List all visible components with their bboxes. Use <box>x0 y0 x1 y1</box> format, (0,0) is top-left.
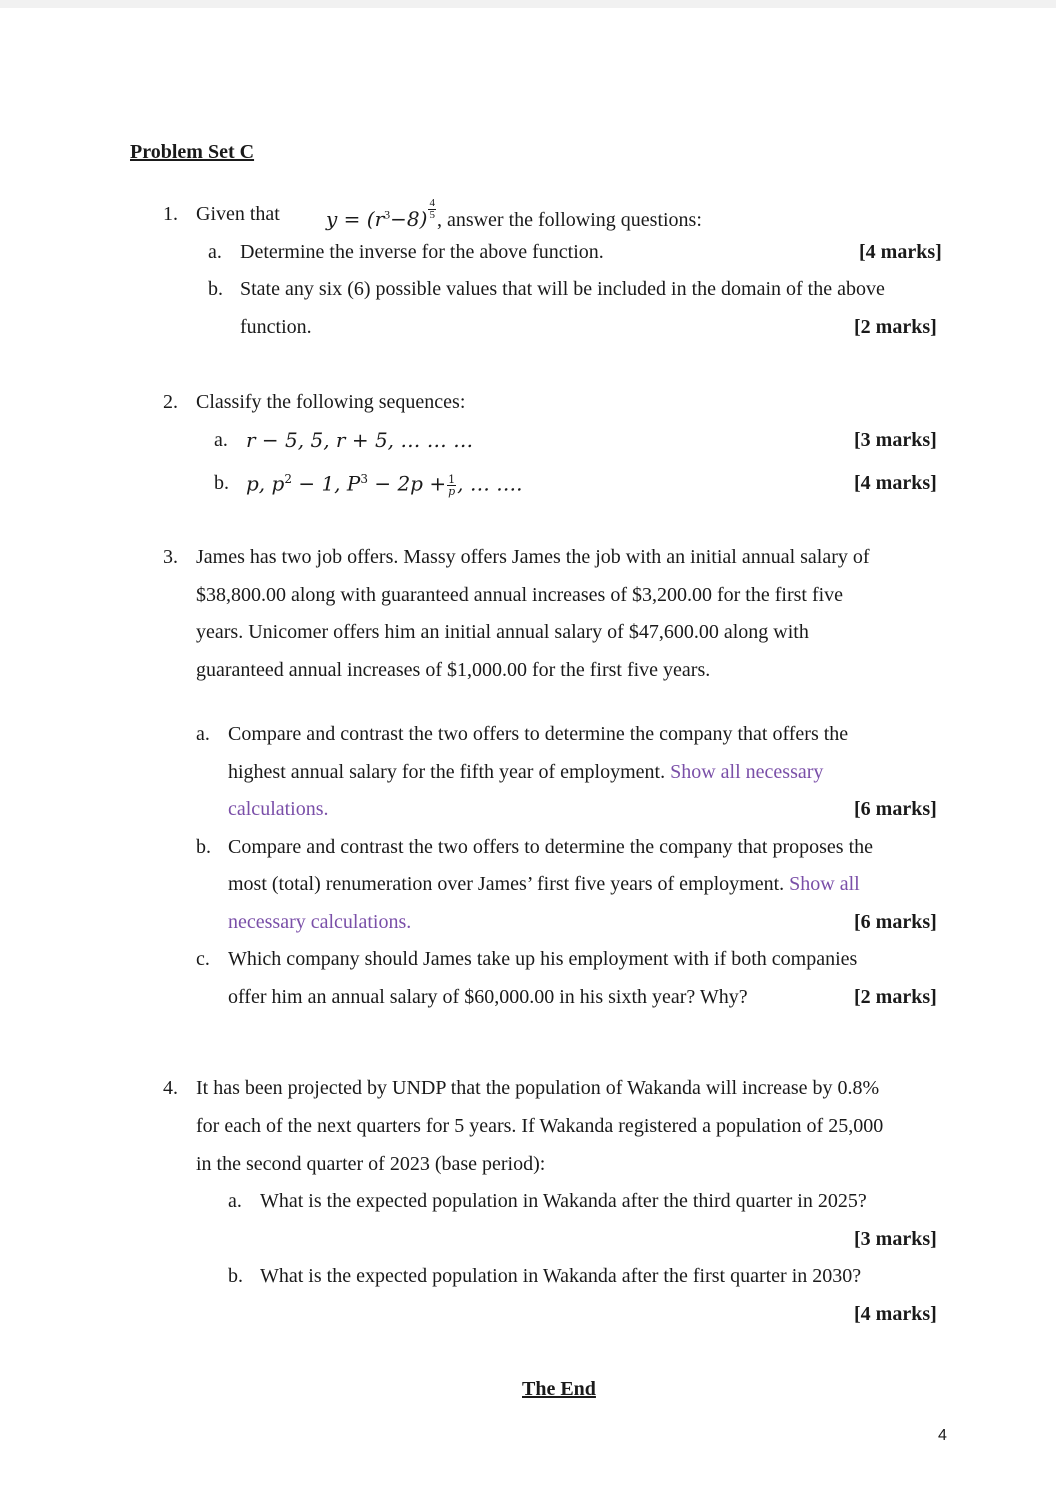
q3-line-1: James has two job offers. Massy offers James the job with an initial annual salary of <box>196 546 870 568</box>
q3a-show-calc-link: Show all necessary <box>670 761 824 783</box>
q2b-seq-part1: p, p <box>246 471 285 496</box>
q3c-line2: offer him an annual salary of $60,000.00 in his sixth year? Why? <box>228 986 748 1008</box>
q3b-line1: Compare and contrast the two offers to determine the company that proposes the <box>228 836 873 858</box>
q1b-text-line2: function. <box>240 316 312 338</box>
q3-line-2: $38,800.00 along with guaranteed annual increases of $3,200.00 for the first five <box>196 584 844 606</box>
q2b-label: b. <box>214 472 229 494</box>
q4-line-3: in the second quarter of 2023 (base period): <box>196 1153 546 1175</box>
q4-line-1: It has been projected by UNDP that the population of Wakanda will increase by 0.8% <box>196 1077 880 1099</box>
q2b-frac-den: p <box>448 484 456 498</box>
q1-tail: , answer the following questions: <box>436 209 702 231</box>
page-number: 4 <box>938 1427 947 1444</box>
q3a-line2 <box>228 760 823 784</box>
page-title: Problem Set C <box>130 141 255 163</box>
q2b-frac-num: 1 <box>448 472 456 486</box>
q3-line-4: guaranteed annual increases of $1,000.00 for the first five years. <box>196 659 711 681</box>
q1-formula-prefix: y = (r <box>326 207 385 231</box>
q1b-label: b. <box>208 278 223 300</box>
q2b-seq-part4: , … …. <box>457 471 523 496</box>
q3b-line2 <box>228 872 860 896</box>
q3c-line1: Which company should James take up his employment with if both companies <box>228 948 858 970</box>
q1-formula-mid: −8) <box>390 207 428 231</box>
q3-line-3: years. Unicomer offers him an initial annual salary of $47,600.00 along with <box>196 621 809 643</box>
q1-frac-den: 5 <box>429 209 435 221</box>
q4a-marks: [3 marks] <box>854 1228 937 1250</box>
q2a-label: a. <box>214 429 228 451</box>
q1b-marks: [2 marks] <box>854 316 937 338</box>
q3c-marks: [2 marks] <box>854 986 937 1008</box>
q2b-marks: [4 marks] <box>854 472 937 494</box>
q1a-marks: [4 marks] <box>859 241 942 263</box>
top-border <box>0 0 1056 8</box>
q3a-marks: [6 marks] <box>854 798 937 820</box>
q4a-text: What is the expected population in Wakanda after the third quarter in 2025? <box>260 1190 867 1212</box>
q2-lead: Classify the following sequences: <box>196 391 466 413</box>
q1-lead: Given that <box>196 203 280 225</box>
q2a-sequence: r − 5, 5, r + 5, … … … <box>246 428 474 452</box>
q3c-label: c. <box>196 948 210 970</box>
q2b-seq-part3: − 2p + <box>367 471 447 496</box>
q3-number: 3. <box>163 546 178 568</box>
q4-line-2: for each of the next quarters for 5 years. If Wakanda registered a population of 25,000 <box>196 1115 884 1137</box>
q2-number: 2. <box>163 391 178 413</box>
q2b-exp2: 2 <box>284 472 292 486</box>
q1-formula-fraction <box>428 198 436 221</box>
q1a-text: Determine the inverse for the above function. <box>240 241 604 263</box>
q3a-calc-link: calculations. <box>228 798 329 820</box>
q4a-label: a. <box>228 1190 242 1212</box>
q3a-line2-text: highest annual salary for the fifth year of employment. <box>228 761 666 783</box>
q3b-label: b. <box>196 836 211 858</box>
q3b-show-all-link: Show all <box>789 873 860 895</box>
q3a-line1: Compare and contrast the two offers to determine the company that offers the <box>228 723 849 745</box>
q2a-marks: [3 marks] <box>854 429 937 451</box>
q1a-label: a. <box>208 241 222 263</box>
q2b-sequence <box>246 467 523 497</box>
q1-number: 1. <box>163 203 178 225</box>
q3b-marks: [6 marks] <box>854 911 937 933</box>
q4b-text: What is the expected population in Wakanda after the first quarter in 2030? <box>260 1265 862 1287</box>
q1-formula-exp: 3 <box>384 207 391 222</box>
q3b-line2-text: most (total) renumeration over James’ first five years of employment. <box>228 873 785 895</box>
q1-formula <box>326 198 702 232</box>
q2b-exp3: 3 <box>360 472 368 486</box>
q4b-label: b. <box>228 1265 243 1287</box>
q2b-seq-part2: − 1, P <box>291 471 361 496</box>
q4-number: 4. <box>163 1077 178 1099</box>
the-end-label: The End <box>522 1378 596 1400</box>
q4b-marks: [4 marks] <box>854 1303 937 1325</box>
q1-frac-num: 4 <box>429 197 435 209</box>
q1b-text-line1: State any six (6) possible values that will be included in the domain of the above <box>240 278 885 300</box>
q2b-fraction <box>447 474 456 497</box>
q3a-label: a. <box>196 723 210 745</box>
q3b-calc-link: necessary calculations. <box>228 911 412 933</box>
